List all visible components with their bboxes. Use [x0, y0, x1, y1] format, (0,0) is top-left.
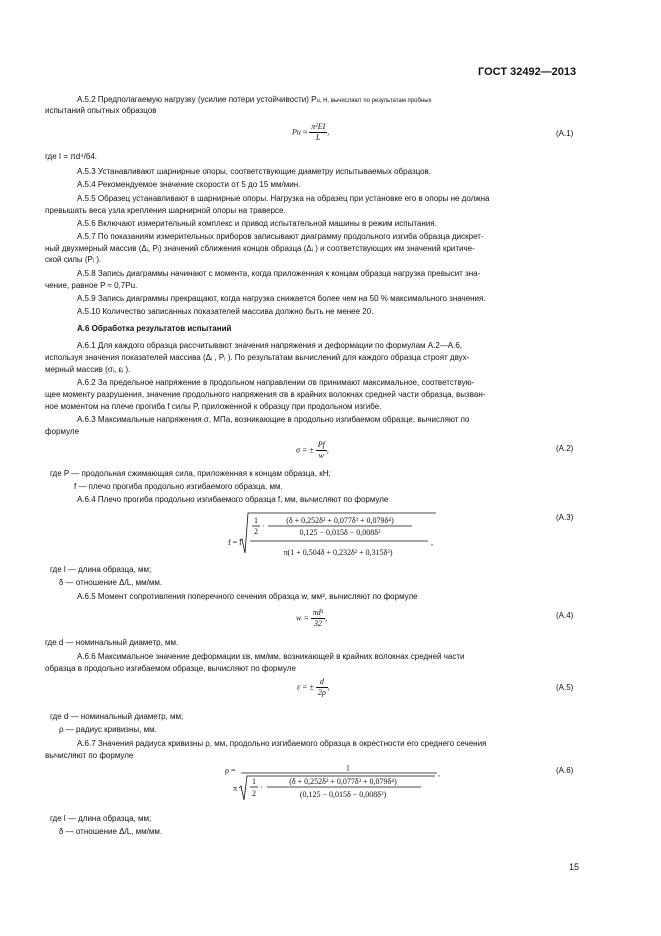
text-line: испытаний опытных образцов	[45, 106, 157, 115]
svg-text:·: ·	[260, 783, 263, 792]
text-line: где l — длина образца, мм;	[50, 814, 152, 823]
equation-number: (A.3)	[556, 513, 574, 522]
text-line: A.5.5 Образец устанавливают в шарнирные опоры. Нагрузка на образец при установке его в опоры не должна	[77, 194, 490, 203]
text-line: где d — номинальный диаметр, мм;	[50, 712, 184, 721]
text-line: ный двухмерный массив (Δᵢ, Pᵢ) значений сближения концов образца (Δᵢ ) и соответствующих им значений критиче-	[45, 244, 475, 253]
text-line: A.6.2 За предельное напряжение в продольном направлении σв принимают максимальное, соответствую-	[77, 378, 475, 387]
text-line: мерный массив (σᵢ, εᵢ ).	[45, 365, 131, 374]
formula-a3	[228, 505, 438, 565]
formula-a6	[225, 762, 445, 806]
svg-text:,: ,	[431, 538, 433, 547]
equation-number: (A.4)	[556, 611, 574, 620]
svg-text:,: ,	[438, 769, 440, 778]
text-line: щее моменту разрушения, значение продольного напряжения σв в крайних волокнах средней части образца, вызван-	[45, 390, 486, 399]
text-line: где l — длина образца, мм;	[50, 565, 152, 574]
equation-number: (A.5)	[556, 683, 574, 692]
text-line: A.6.4 Плечо прогиба продольно изгибаемого образца f, мм, вычисляют по формуле	[77, 495, 389, 504]
inner-num: (δ + 0,252δ² + 0,077δ³ + 0,079δ⁴)	[286, 516, 394, 525]
text-line: ное моментом на плече прогиба f силы P, приложенной к образцу при продольном изгибе.	[45, 402, 382, 411]
text-line: где P — продольная сжимающая сила, приложенная к концам образца, кН;	[50, 469, 331, 478]
text-line: A.5.4 Рекомендуемое значение скорости от 5 до 15 мм/мин.	[77, 180, 301, 189]
inner-num: (δ + 0,252δ² + 0,077δ³ + 0,079δ⁴)	[289, 777, 397, 786]
half-den: 2	[254, 527, 258, 536]
equation-number: (A.6)	[556, 766, 574, 775]
section-heading: A.6 Обработка результатов испытаний	[77, 324, 232, 333]
text-line: A.5.10 Количество записанных показателей массива должно быть не менее 20.	[77, 307, 374, 316]
equation-number: (A.1)	[556, 129, 574, 138]
text-line: чение, равное P ≈ 0,7Pu.	[45, 281, 138, 290]
text-line: образца в продольно изгибаемом образце, вычисляют по формуле	[45, 664, 296, 673]
text-line: A.5.3 Устанавливают шарнирные опоры, соответствующие диаметру испытываемых образцов.	[77, 167, 432, 176]
standard-header: ГОСТ 32492—2013	[478, 66, 577, 78]
formula-a2: σ = ± $\frac{Pf}{w}$ ,	[296, 440, 329, 460]
text-line: используя значения показателей массива (Δᵢ , Pᵢ ). По результатам вычислений для каждого образца строят двух-	[45, 353, 470, 362]
text-line: вычисляют по формуле	[45, 751, 134, 760]
inner-den: 0,125 − 0,015δ − 0,008δ²	[299, 528, 381, 537]
text-line: ской силы (Pᵢ ).	[45, 255, 102, 264]
formula-a4: w = $\frac{\text{πd³}}{32}$ ,	[296, 608, 328, 628]
formula-lhs: f = l	[228, 538, 242, 547]
half-num: 1	[254, 516, 258, 525]
formula-top: l	[346, 764, 350, 773]
text-line: формуле	[45, 427, 80, 436]
text-line: f — плечо прогиба продольно изгибаемого образца, мм.	[74, 482, 283, 491]
formula-a5: ε = ± $\frac{d}{2\rho}$ ,	[297, 677, 330, 697]
inner-den: (0,125 − 0,015δ − 0,008δ²)	[299, 790, 387, 799]
text-line: A.5.8 Запись диаграммы начинают с момента, когда приложенная к концам образца нагрузка превысит зна-	[77, 269, 481, 278]
text-line: A.6.6 Максимальное значение деформации εв, мм/мм, возникающей в крайних волокнах средней части	[77, 652, 465, 661]
svg-text:·: ·	[262, 522, 265, 531]
text-line: A.5.7 По показаниям измерительных приборов записывают диаграмму продольного изгиба образца дискрет-	[77, 232, 484, 241]
text-line: A.5.9 Запись диаграммы прекращают, когда нагрузка снижается более чем на 50 % максимального значения.	[77, 294, 486, 303]
text-line: δ — отношение Δ/L, мм/мм.	[59, 827, 163, 836]
formula-lhs: ρ =	[225, 766, 236, 775]
formula-pi: π	[233, 784, 238, 793]
text-line: где d — номинальный диаметр, мм.	[45, 638, 179, 647]
text-line: превышать веса узла крепления шарнирной опоры на траверсе.	[45, 206, 286, 215]
text-line: A.6.7 Значения радиуса кривизны ρ, мм, продольно изгибаемого образца в окрестности его среднего сечения	[77, 739, 487, 748]
formula-a1: Pu ≈ $\frac{\text{π²EI}}{L}$ ,	[292, 122, 330, 142]
text-line: ρ — радиус кривизны, мм.	[59, 725, 157, 734]
text-line: где I = πd⁴/64.	[45, 152, 97, 161]
half-num: 1	[252, 777, 256, 786]
page-number: 15	[569, 862, 580, 872]
text-line: A.5.6 Включают измерительный комплекс и привод испытательной машины в режим испытания.	[77, 219, 437, 228]
half-den: 2	[252, 789, 256, 798]
outer-den: π(1 + 0,504δ + 0,232δ² + 0,315δ³)	[283, 548, 393, 557]
text-line: A.6.3 Максимальные напряжения σ, МПа, возникающие в продольно изгибаемом образце, вычисляют по	[77, 415, 470, 424]
text-line: δ — отношение Δ/L, мм/мм.	[59, 578, 163, 587]
equation-number: (A.2)	[556, 444, 574, 453]
text-line: A.5.2 Предполагаемую нагрузку (усилие потери устойчивости) Pu, Н, вычисляют по результатам пробных	[77, 95, 432, 104]
text-line: A.6.5 Момент сопротивления поперечного сечения образца w, мм³, вычисляют по формуле	[77, 592, 418, 601]
text-line: A.6.1 Для каждого образца рассчитывают значения напряжения и деформации по формулам А.2—А.6,	[77, 341, 462, 350]
